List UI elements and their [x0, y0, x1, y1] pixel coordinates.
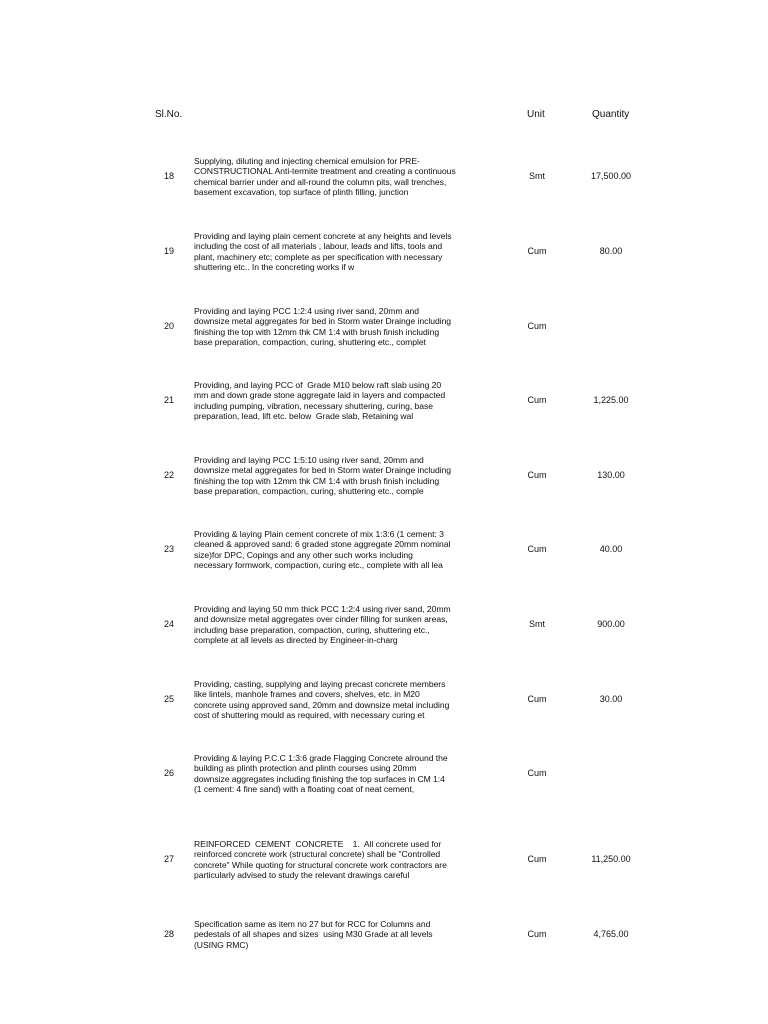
item-unit: Cum: [527, 544, 547, 554]
item-number: 26: [163, 768, 174, 778]
item-description: Providing, and laying PCC of Grade M10 below raft slab using 20 mm and down grade stone aggregate laid in layers and compacted including pumping, vibration, necessary shuttering, curing, base preparation, lead, lift etc. below Grade slab, Retaining wal: [194, 380, 446, 422]
item-quantity: 30.00: [599, 694, 623, 704]
column-header-slno: Sl.No.: [155, 109, 183, 120]
item-description: Providing & laying P.C.C 1:3:6 grade Flagging Concrete alround the building as plinth protection and plinth courses using 20mm downsize aggregates including finishing the top surfaces in CM 1:4 (1 cement: 4 fine sand) with a floating coat of neat cement,: [194, 753, 448, 795]
item-unit: Cum: [527, 929, 547, 939]
item-description: Specification same as item no 27 but for RCC for Columns and pedestals of all shapes and sizes using M30 Grade at all levels (USING RMC): [194, 919, 433, 950]
item-quantity: 17,500.00: [590, 171, 632, 181]
column-header-quantity: Quantity: [592, 109, 630, 120]
item-description: Providing and laying PCC 1:5:10 using river sand, 20mm and downsize metal aggregates for bed in Storm water Drainge including finishing the top with 12mm thk CM 1:4 with brush finish including base preparation, compaction, curing, shuttering etc., comple: [194, 455, 452, 497]
item-number: 28: [163, 929, 174, 939]
item-description: Providing, casting, supplying and laying precast concrete members like lintels, manhole frames and covers, shelves, etc. in M20 concrete using approved sand, 20mm and downsize metal including cost of shuttering mould as required, with necessary curing et: [194, 679, 450, 721]
item-unit: Smt: [528, 171, 545, 181]
item-number: 21: [163, 395, 174, 405]
item-unit: Cum: [527, 395, 547, 405]
item-number: 20: [163, 321, 174, 331]
item-unit: Cum: [527, 854, 547, 864]
item-number: 27: [163, 854, 174, 864]
item-number: 25: [163, 694, 174, 704]
item-description: Supplying, diluting and injecting chemical emulsion for PRE- CONSTRUCTIONAL Anti-termite treatment and creating a continuous chemical barrier under and all-round the column pits, wall trenches, basement excavation, top surface of plinth filling, junction: [194, 156, 456, 198]
item-number: 22: [163, 470, 174, 480]
column-header-unit: Unit: [527, 109, 545, 120]
item-unit: Cum: [527, 768, 547, 778]
item-description: REINFORCED CEMENT CONCRETE 1. All concrete used for reinforced concrete work (structural concrete) shall be "Controlled concrete" While quoting for structural concrete work contractors are particularly advised to study the relevant drawings careful: [194, 839, 447, 881]
item-number: 23: [163, 544, 174, 554]
item-number: 24: [163, 619, 174, 629]
item-description: Providing and laying PCC 1:2:4 using river sand, 20mm and downsize metal aggregates for bed in Storm water Drainge including finishing the top with 12mm thk CM 1:4 with brush finish including base preparation, compaction, curing, shuttering etc., complet: [194, 306, 452, 348]
item-unit: Cum: [527, 321, 547, 331]
item-quantity: 11,250.00: [591, 854, 631, 864]
item-quantity: 4,765.00: [593, 929, 629, 939]
item-unit: Cum: [527, 470, 547, 480]
item-description: Providing & laying Plain cement concrete of mix 1:3:6 (1 cement: 3 cleaned & approved sand: 6 graded stone aggregate 20mm nominal size)for DPC, Copings and any other such works including necessary formwork, compaction, curing etc., complete with all lea: [194, 529, 451, 571]
item-unit: Cum: [527, 246, 547, 256]
item-number: 19: [163, 246, 174, 256]
item-description: Providing and laying plain cement concrete at any heights and levels including the cost of all materials , labour, leads and lifts, tools and plant, machinery etc; complete as per specification with necessary shuttering etc.. In the concreting works if w: [194, 231, 452, 273]
item-description: Providing and laying 50 mm thick PCC 1:2:4 using river sand, 20mm and downsize metal aggregates over cinder filling for sunken areas, including base preparation, compaction, curing, shuttering etc., complete at all levels as directed by Engineer-in-charg: [194, 604, 451, 646]
item-unit: Cum: [527, 694, 547, 704]
item-quantity: 80.00: [599, 246, 623, 256]
item-quantity: 900.00: [597, 619, 625, 629]
item-quantity: 1,225.00: [593, 395, 629, 405]
item-unit: Smt: [528, 619, 545, 629]
item-quantity: 40.00: [599, 544, 623, 554]
item-number: 18: [163, 171, 174, 181]
item-quantity: 130.00: [597, 470, 625, 480]
